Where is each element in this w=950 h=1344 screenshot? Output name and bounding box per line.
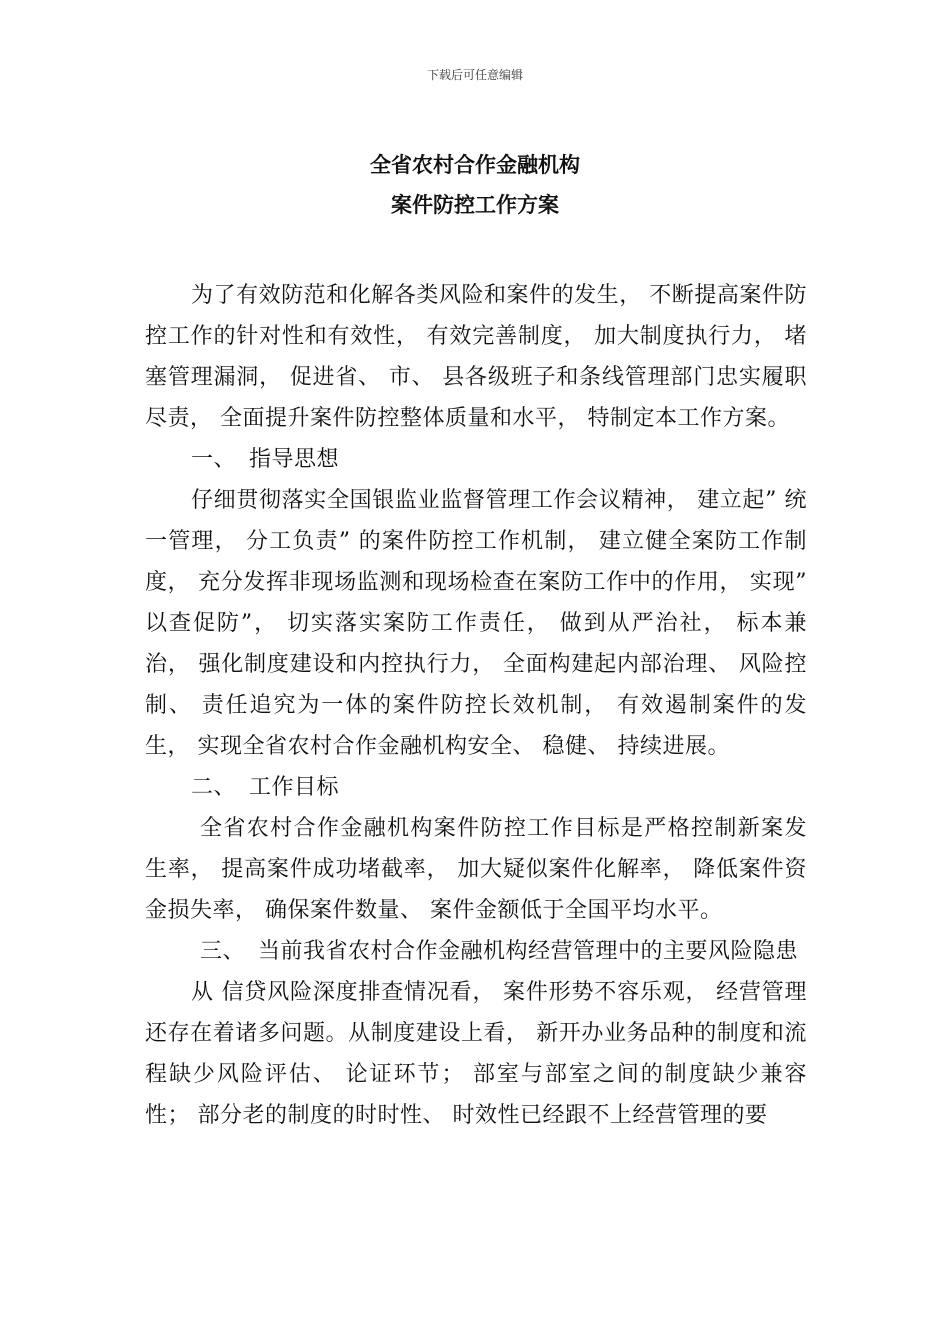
section-paragraph-2: 全省农村合作金融机构案件防控工作目标是严格控制新案发生率， 提高案件成功堵截率， 加大疑似案件化解率， 降低案件资金损失率， 确保案件数量、 案件金额低于全国平均水平。 <box>145 816 807 923</box>
header-note: 下载后可任意编辑 <box>426 68 523 82</box>
document-title-line1: 全省农村合作金融机构 <box>370 153 580 177</box>
section-heading-2 <box>145 767 807 808</box>
section-title-3: 当前我省农村合作金融机构经营管理中的主要风险隐患 <box>258 939 799 964</box>
section-heading-1 <box>145 439 807 480</box>
section-paragraph-1: 仔细贯彻落实全国银监业监督管理工作会议精神， 建立起” 统一管理， 分工负责” 的案件防控工作机制， 建立健全案防工作制度， 充分发挥非现场监测和现场检查在案防工作中的作用， 实现” 以查促防”， 切实落实案防工作责任， 做到从严治社， 标本兼治， 强化制度建设和内控执行力， 全面构建起内部治理、 风险控制、 责任追究为一体的案件防控长效机制， 有效遏制案件的发生， 实现全省农村合作金融机构安全、 稳健、 持续进展。 <box>145 488 807 759</box>
section-number-2: 二、 <box>191 775 237 800</box>
section-number-3: 三、 <box>200 939 246 964</box>
section-title-2: 工作目标 <box>249 775 340 800</box>
document-title-line2: 案件防控工作方案 <box>391 193 559 217</box>
section-number-1: 一、 <box>191 447 237 472</box>
section-heading-3 <box>145 931 807 972</box>
document-body <box>145 275 807 1136</box>
intro-paragraph: 为了有效防范和化解各类风险和案件的发生， 不断提高案件防控工作的针对性和有效性， 有效完善制度， 加大制度执行力， 堵塞管理漏洞， 促进省、 市、 县各级班子和条线管理部门忠实履职尽责， 全面提升案件防控整体质量和水平， 特制定本工作方案。 <box>145 283 807 431</box>
section-paragraph-3: 从 信贷风险深度排查情况看， 案件形势不容乐观， 经营管理还存在着诸多问题。从制度建设上看， 新开办业务品种的制度和流程缺少风险评估、 论证环节； 部室与部室之间的制度缺少兼容性； 部分老的制度的时时性、 时效性已经跟不上经营管理的要 <box>145 980 807 1128</box>
section-title-1: 指导思想 <box>249 447 340 472</box>
